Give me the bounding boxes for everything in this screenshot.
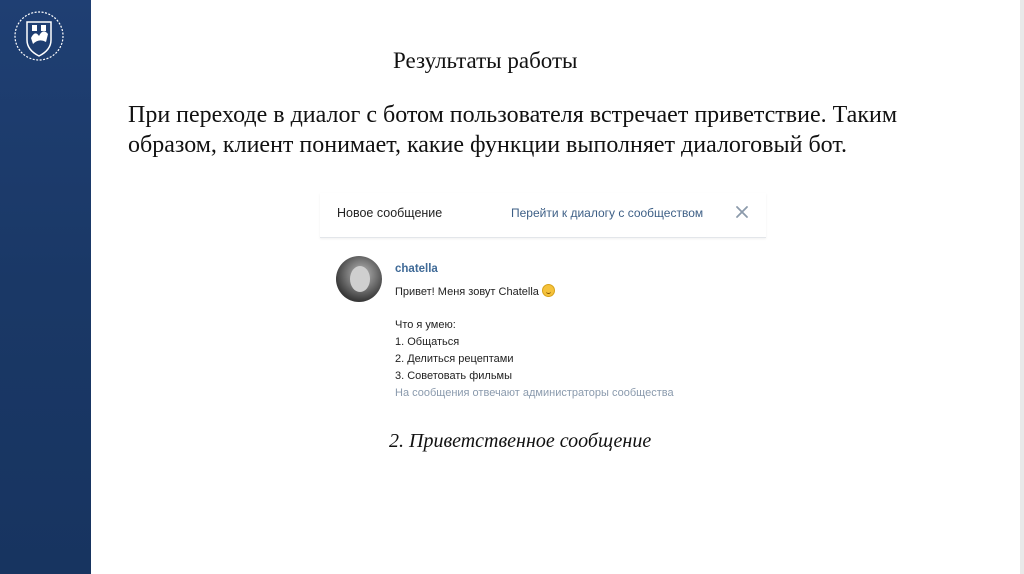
message-sender-name[interactable]: chatella <box>395 263 438 275</box>
message-line: 2. Делиться рецептами <box>395 353 514 365</box>
close-icon[interactable] <box>734 204 750 220</box>
smile-emoji-icon <box>542 284 555 297</box>
go-to-community-dialog-link[interactable]: Перейти к диалогу с сообществом <box>511 206 704 220</box>
university-logo-icon <box>12 8 66 68</box>
side-bar <box>0 0 91 574</box>
message-line: Что я умею: <box>395 319 456 331</box>
message-line: 3. Советовать фильмы <box>395 370 513 382</box>
message-admin-note: На сообщения отвечают администраторы сообщества <box>395 387 674 399</box>
figure-caption: 2. Приветственное сообщение <box>389 430 652 452</box>
avatar-face <box>350 266 370 292</box>
message-greeting-text: Привет! Меня зовут Chatella <box>395 286 539 298</box>
slide-edge <box>1020 0 1024 574</box>
avatar[interactable] <box>336 256 382 302</box>
chat-screenshot <box>320 193 766 408</box>
message-line: 1. Общаться <box>395 336 460 348</box>
chat-header-title: Новое сообщение <box>337 206 443 220</box>
chat-header <box>320 193 766 238</box>
message-greeting <box>395 284 555 298</box>
slide-body-text: При переходе в диалог с ботом пользователя встречает приветствие. Таким образом, клиент понимает, какие функции выполняет диалоговый бот. <box>128 102 898 158</box>
slide-title: Результаты работы <box>393 48 578 73</box>
